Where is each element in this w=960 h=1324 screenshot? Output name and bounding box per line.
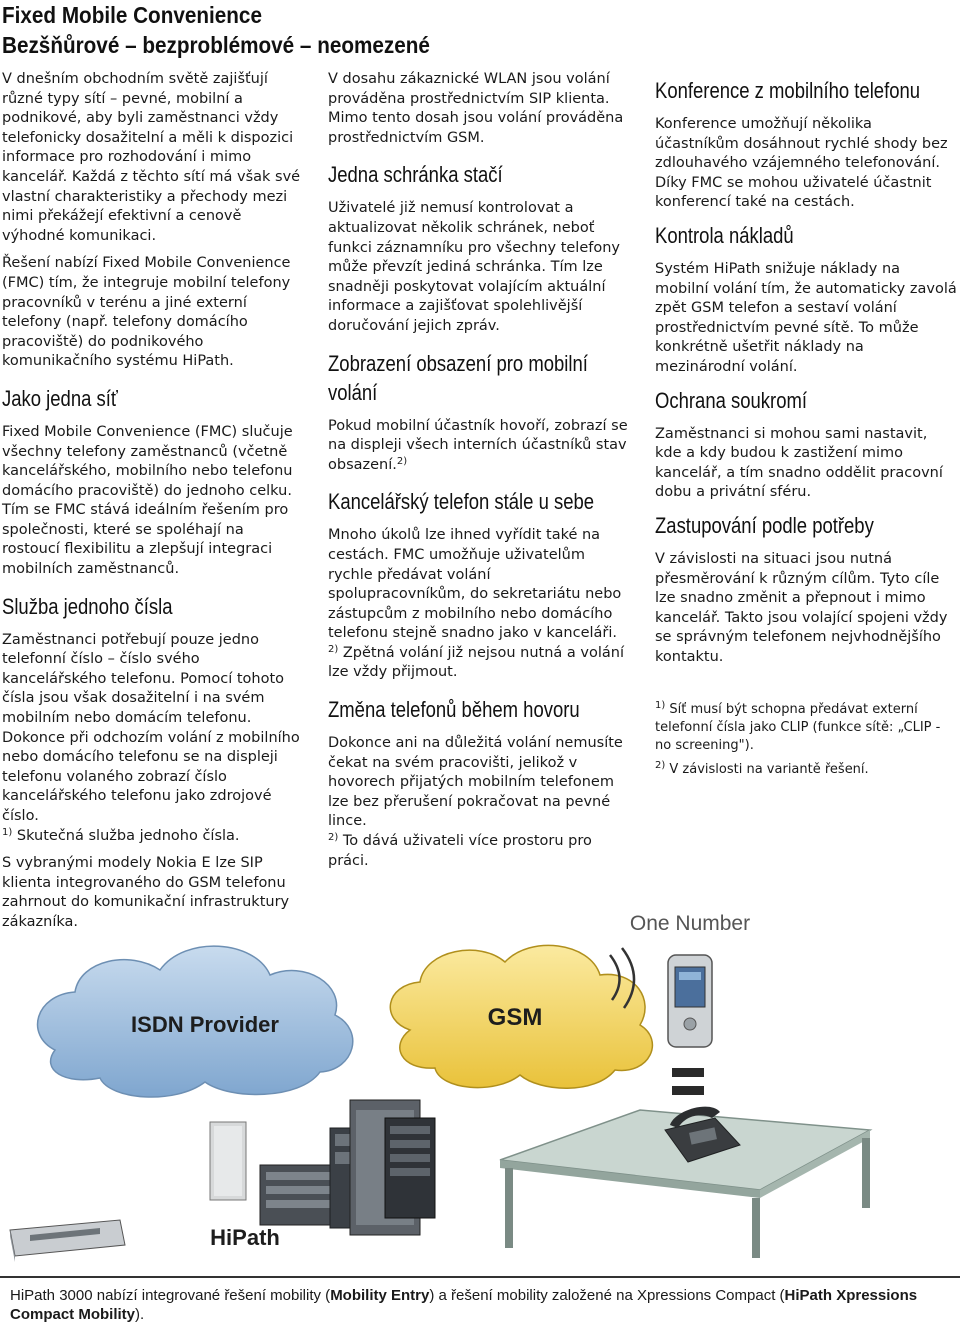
footnote <box>655 761 957 779</box>
mobile-phone-icon <box>668 955 712 1047</box>
paragraph: Systém HiPath snižuje náklady na mobilní volání tím, že automaticky zavolá zpět GSM telefon a sestaví volání prostřednictvím pevné sítě. To může konkrétně ušetřit náklady na mezinárodní volání. <box>655 260 957 375</box>
paragraph: Konference umožňují několika účastníkům dosáhnout rychlé shody bez zdlouhavého vzájemného telefonování. Díky FMC se mohou uživatelé účastnit konferencí také na cestách. <box>655 116 948 211</box>
footnote-mark: 1) <box>655 700 666 712</box>
gsm-label: GSM <box>487 1004 543 1031</box>
section-heading-sluzba-jednoho-cisla: Služba jednoho čísla <box>2 593 173 619</box>
isdn-terminal-device <box>10 1220 125 1262</box>
paragraph: Fixed Mobile Convenience (FMC) slučuje všechny telefony zaměstnanců (včetně kancelářského, mobilního nebo telefonu domácího pracoviště) do jednoho celku. Tím se FMC stává ideálním řešením pro společnosti, které se spoléhají na rostoucí flexibilitu a zlepšují integraci mobilních zaměstnanců. <box>2 423 293 578</box>
footnote-mark: 2) <box>655 760 666 772</box>
column-3 <box>655 70 957 785</box>
paragraph: Uživatelé již nemusí kontrolovat a aktualizovat několik schránek, neboť funkci záznamníku pro všechny telefony může převzít jediná schránka. Tím lze snadněji poskytovat volajícím aktuální informace a zajišťovat spolehlivější doručování jejich zpráv. <box>328 200 620 334</box>
column-2 <box>328 70 630 879</box>
paragraph: Řešení nabízí Fixed Mobile Convenience (FMC) tím, že integruje mobilní telefony pracovníků v terénu a jiné externí telefony (např. telefony domácího pracoviště) do podnikového komunikačního systému HiPath. <box>2 255 291 370</box>
caption-text: HiPath 3000 nabízí integrované řešení mobility ( <box>10 1287 331 1304</box>
footnote-text: V závislosti na variantě řešení. <box>665 762 869 778</box>
section-heading-jako-jedna-sit: Jako jedna síť <box>2 385 118 411</box>
section-heading-konference: Konference z mobilního telefonu <box>655 78 921 103</box>
footnotes <box>655 701 957 779</box>
hipath-system <box>260 1100 435 1235</box>
paragraph-text: Zaměstnanci potřebují pouze jedno telefonní číslo – číslo svého kancelářského telefonu. Pomocí tohoto čísla jsou však dosažitelní i na svém mobilním nebo domácím telefonu. Dokonce při odchozím volání z mobilního nebo domácího telefonu se na displeji telefonu volaného zobrazí číslo kancelářského telefonu jako zdrojové číslo. <box>2 631 300 824</box>
hipath-label: HiPath <box>210 1225 280 1250</box>
paragraph <box>328 417 630 476</box>
paragraph-text: Pokud mobilní účastník hovoří, zobrazí se na displeji všech interních účastníků stav obsazení. <box>328 417 628 473</box>
paragraph <box>2 631 304 847</box>
paragraph: V závislosti na situaci jsou nutná přesměrování k různým cílům. Tyto cíle lze snadno změnit a přepnout i mimo kancelář. Takto jsou volající spojeni vždy se správným telefonem nejvhodnějšího kontaktu. <box>655 550 948 665</box>
footnote <box>655 701 957 755</box>
page-title <box>2 0 430 60</box>
section-heading-kontrola-nakladu: Kontrola nákladů <box>655 222 794 248</box>
caption-text: ) a řešení mobility založené na Xpressions Compact ( <box>429 1287 785 1304</box>
isdn-cloud <box>38 946 353 1097</box>
equals-bar <box>672 1086 704 1095</box>
paragraph: Zaměstnanci si mohou sami nastavit, kde a kdy budou k zastižení mimo kancelář, a tím snadno oddělit pracovní dobu a privátní sféru. <box>655 425 943 501</box>
network-diagram <box>0 900 960 1268</box>
paragraph-text: Mnoho úkolů lze ihned vyřídit také na cestách. FMC umožňuje uživatelům rychle předávat volání spolupracovníkům, do sekretariátu nebo zástupcům z mobilního nebo domácího telefonu stejně snadno jako v kanceláři. <box>328 527 622 642</box>
figure-caption <box>0 1276 960 1324</box>
footnote-mark: 2) <box>328 832 339 844</box>
footnote-mark: 2) <box>328 643 339 655</box>
section-heading-jedna-schranka: Jedna schránka stačí <box>328 162 503 188</box>
footnote-mark: 2) <box>396 455 408 467</box>
footnote-inline: Skutečná služba jednoho čísla. <box>12 827 240 844</box>
paragraph <box>328 526 630 683</box>
section-heading-zmena-telefonu: Změna telefonů během hovoru <box>328 697 580 723</box>
section-heading-kancelarsky-telefon: Kancelářský telefon stále u sebe <box>328 489 595 515</box>
caption-text: ). <box>135 1306 145 1323</box>
gsm-cloud <box>390 945 652 1088</box>
section-heading-zobrazeni-obsazeni: Zobrazení obsazení pro mobilní volání <box>328 350 588 405</box>
footnote-text: Síť musí být schopna předávat externí telefonní čísla jako CLIP (funkce sítě: „CLIP - no screening"). <box>655 702 941 754</box>
caption-bold-mobility-entry: Mobility Entry <box>330 1287 430 1304</box>
paragraph: V dosahu zákaznické WLAN jsou volání prováděna prostřednictvím SIP klienta. Mimo tento dosah jsou volání prováděna prostřednictvím GSM. <box>328 71 624 146</box>
paragraph <box>328 734 630 871</box>
caption-bold-xpressions-mobility: HiPath Xpressions Compact Mobility <box>10 1287 918 1323</box>
paragraph: V dnešním obchodním světě zajišťují různé typy sítí – pevné, mobilní a podnikové, aby byli zaměstnanci vždy telefonicky dosažitelní a měli k dispozici informace pro rozhodování i mimo kancelář. Každá z těchto sítí má však své vlastní charakteristiky a přechody mezi nimi překážejí efektivní a cenově výhodné komunikaci. <box>2 71 301 244</box>
title-line-2: Bezšňůrové – bezproblémové – neomezené <box>2 32 430 58</box>
title-line-1: Fixed Mobile Convenience <box>2 2 262 28</box>
one-number-label: One Number <box>629 912 751 935</box>
paragraph-text: Dokonce ani na důležitá volání nemusíte čekat na svém pracovišti, jelikož v hovorech přijatých mobilním telefonem lze bez přerušení pokračovat na pevné lince. <box>328 735 623 830</box>
access-point-device <box>210 1122 246 1200</box>
section-heading-ochrana-soukromi: Ochrana soukromí <box>655 387 808 413</box>
footnote-inline: To dává uživateli více prostoru pro práci. <box>328 833 592 869</box>
paragraph: S vybranými modely Nokia E lze SIP klienta integrovaného do GSM telefonu zahrnout do komunikační infrastruktury zákazníka. <box>2 855 290 930</box>
footnote-inline: Zpětná volání již nejsou nutná a volání lze vždy přijmout. <box>328 644 624 681</box>
section-heading-zastupovani: Zastupování podle potřeby <box>655 512 874 538</box>
column-1 <box>2 70 304 941</box>
footnote-mark: 1) <box>2 826 13 838</box>
isdn-provider-label: ISDN Provider <box>131 1012 279 1037</box>
equals-bar <box>672 1068 704 1077</box>
network-diagram-svg <box>0 900 960 1268</box>
